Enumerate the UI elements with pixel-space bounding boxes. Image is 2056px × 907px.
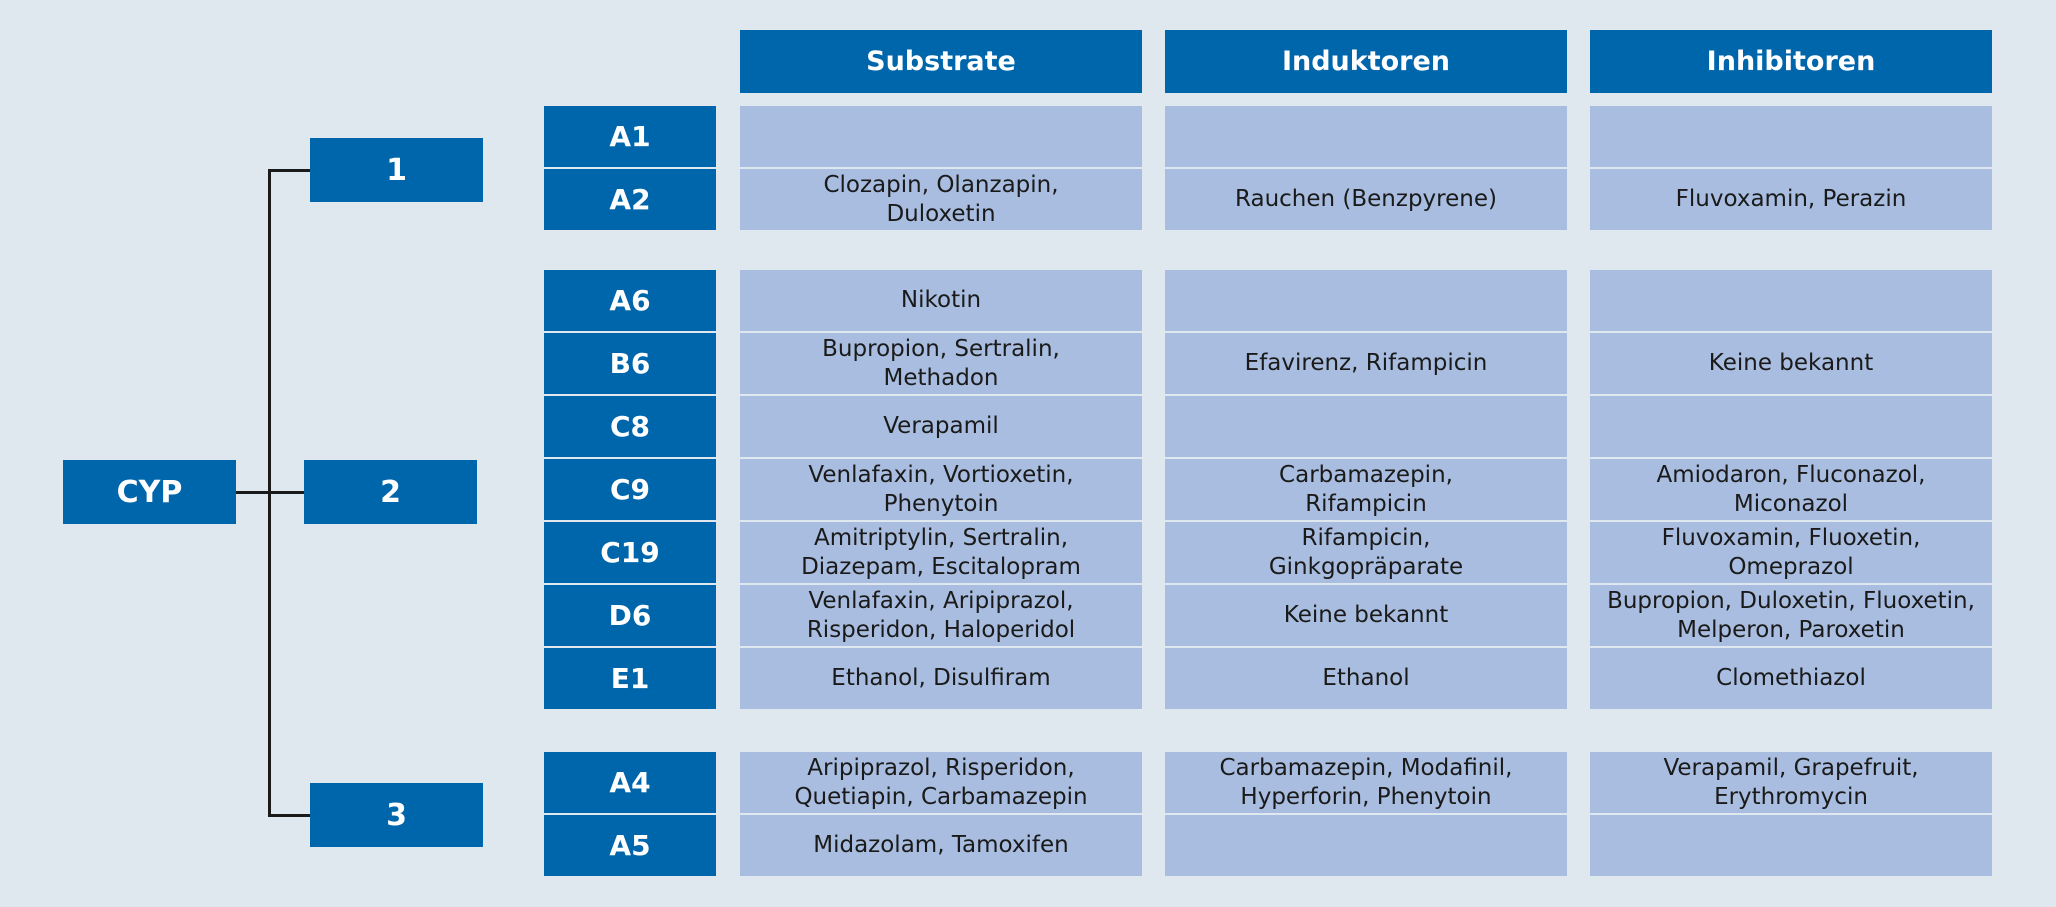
cell-C19-substrate <box>740 522 1142 583</box>
cell-A1-inhibitoren <box>1590 106 1992 167</box>
cell-text: Amiodaron, Fluconazol, Miconazol <box>1656 461 1926 517</box>
column-header-induktoren: Induktoren <box>1165 30 1567 93</box>
cell-A5-induktoren <box>1165 815 1567 876</box>
cell-A1-induktoren <box>1165 106 1567 167</box>
connector-family-3 <box>269 814 310 817</box>
cell-A6-inhibitoren <box>1590 270 1992 331</box>
cell-E1-inhibitoren <box>1590 648 1992 709</box>
cell-A1-substrate <box>740 106 1142 167</box>
cell-D6-substrate <box>740 585 1142 646</box>
cell-A4-substrate <box>740 752 1142 813</box>
family-box-1: 1 <box>310 138 483 202</box>
cell-text: Bupropion, Sertralin, Methadon <box>822 335 1060 391</box>
cell-text: Amitriptylin, Sertralin, Diazepam, Escitalopram <box>801 524 1081 580</box>
cell-C9-substrate <box>740 459 1142 520</box>
subfamily-C19: C19 <box>544 522 716 583</box>
cell-text: Keine bekannt <box>1283 602 1449 628</box>
cell-B6-inhibitoren <box>1590 333 1992 394</box>
column-header-inhibitoren: Inhibitoren <box>1590 30 1992 93</box>
connector-family-1 <box>269 169 310 172</box>
cell-text: Fluvoxamin, Fluoxetin, Omeprazol <box>1661 524 1921 580</box>
cell-text: Midazolam, Tamoxifen <box>813 832 1069 858</box>
cell-text: Rifampicin, Ginkgopräparate <box>1268 524 1464 580</box>
cell-text: Verapamil <box>883 413 999 439</box>
cell-D6-induktoren <box>1165 585 1567 646</box>
subfamily-A5: A5 <box>544 815 716 876</box>
cell-text: Clomethiazol <box>1716 665 1866 691</box>
subfamily-B6: B6 <box>544 333 716 394</box>
subfamily-A4: A4 <box>544 752 716 813</box>
connector-root <box>236 491 270 494</box>
cell-A4-induktoren <box>1165 752 1567 813</box>
cell-A5-substrate <box>740 815 1142 876</box>
cell-C19-inhibitoren <box>1590 522 1992 583</box>
cell-C19-induktoren <box>1165 522 1567 583</box>
column-header-substrate: Substrate <box>740 30 1142 93</box>
cell-C9-induktoren <box>1165 459 1567 520</box>
connector-family-2 <box>269 491 304 494</box>
cell-D6-inhibitoren <box>1590 585 1992 646</box>
family-box-2: 2 <box>304 460 477 524</box>
subfamily-C8: C8 <box>544 396 716 457</box>
cell-text: Carbamazepin, Modafinil, Hyperforin, Phenytoin <box>1219 754 1513 810</box>
cell-A2-induktoren <box>1165 169 1567 230</box>
subfamily-D6: D6 <box>544 585 716 646</box>
cell-A6-substrate <box>740 270 1142 331</box>
cell-A6-induktoren <box>1165 270 1567 331</box>
cell-text: Venlafaxin, Vortioxetin, Phenytoin <box>808 461 1074 517</box>
cell-text: Carbamazepin, Rifampicin <box>1279 461 1453 517</box>
cell-text: Rauchen (Benzpyrene) <box>1235 186 1497 212</box>
subfamily-A2: A2 <box>544 169 716 230</box>
cell-C8-induktoren <box>1165 396 1567 457</box>
cyp-root-box: CYP <box>63 460 236 524</box>
cell-E1-substrate <box>740 648 1142 709</box>
cell-A2-inhibitoren <box>1590 169 1992 230</box>
cell-E1-induktoren <box>1165 648 1567 709</box>
cell-text: Fluvoxamin, Perazin <box>1675 186 1907 212</box>
subfamily-A1: A1 <box>544 106 716 167</box>
cell-text: Bupropion, Duloxetin, Fluoxetin, Melperon, Paroxetin <box>1607 587 1975 643</box>
cell-text: Efavirenz, Rifampicin <box>1244 350 1488 376</box>
subfamily-A6: A6 <box>544 270 716 331</box>
cell-text: Keine bekannt <box>1708 350 1874 376</box>
subfamily-C9: C9 <box>544 459 716 520</box>
cell-text: Verapamil, Grapefruit, Erythromycin <box>1663 754 1919 810</box>
cell-text: Venlafaxin, Aripiprazol, Risperidon, Haloperidol <box>806 587 1076 643</box>
cell-text: Nikotin <box>900 287 982 313</box>
cell-C8-inhibitoren <box>1590 396 1992 457</box>
cell-A2-substrate <box>740 169 1142 230</box>
cell-A5-inhibitoren <box>1590 815 1992 876</box>
subfamily-E1: E1 <box>544 648 716 709</box>
cell-C8-substrate <box>740 396 1142 457</box>
cell-C9-inhibitoren <box>1590 459 1992 520</box>
cell-text: Ethanol <box>1322 665 1410 691</box>
cell-text: Aripiprazol, Risperidon, Quetiapin, Carbamazepin <box>794 754 1088 810</box>
cell-text: Ethanol, Disulfiram <box>831 665 1051 691</box>
cell-B6-induktoren <box>1165 333 1567 394</box>
cell-text: Clozapin, Olanzapin, Duloxetin <box>823 171 1059 227</box>
cell-B6-substrate <box>740 333 1142 394</box>
family-box-3: 3 <box>310 783 483 847</box>
cell-A4-inhibitoren <box>1590 752 1992 813</box>
